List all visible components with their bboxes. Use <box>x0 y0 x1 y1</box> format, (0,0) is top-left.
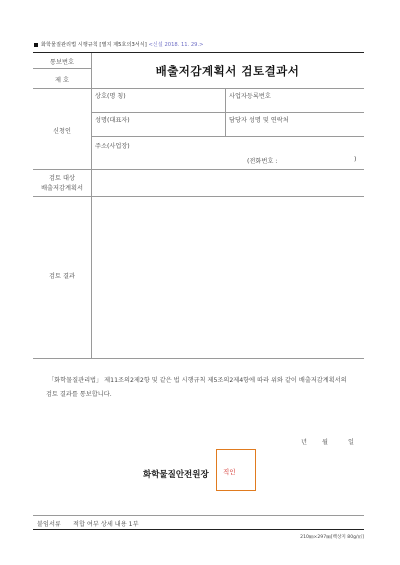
review-result-label: 검토 결과 <box>49 273 75 280</box>
company-name-field[interactable]: 상호(명 칭) <box>95 93 126 100</box>
seal-label: 직인 <box>223 468 236 476</box>
phone-close-paren: ) <box>354 156 357 163</box>
review-target-label: 검토 대상 <box>49 175 75 182</box>
contact-person-field[interactable]: 담당자 성명 및 연락처 <box>229 117 289 124</box>
attachment-label: 붙임서류 <box>37 521 61 528</box>
review-result-form <box>33 52 364 530</box>
paper-size-note: 210㎜×297㎜[백상지 80g/㎡] <box>300 535 364 540</box>
notice-number-label: 통보번호 <box>50 59 74 66</box>
notification-statement: 「화학물질관리법」 제11조의2제2항 및 같은 법 시행규칙 제5조의2제4항에 따라 위와 같이 배출저감계획서의 검토 결과를 통보합니다. <box>46 377 347 398</box>
divider <box>33 68 91 69</box>
receipt-number-label: 제 호 <box>55 77 69 84</box>
phone-label: (전화번호 : <box>247 158 278 165</box>
form-title: 배출저감계획서 검토결과서 <box>155 64 300 78</box>
divider <box>33 358 364 359</box>
divider <box>33 515 364 516</box>
divider <box>225 88 226 136</box>
divider <box>33 88 364 89</box>
representative-field[interactable]: 성명(대표자) <box>95 117 130 124</box>
revision-note: <신설 2018. 11. 29.> <box>148 42 204 48</box>
divider <box>91 136 364 137</box>
form-header <box>34 41 203 48</box>
address-field[interactable]: 주소(사업장) <box>95 143 130 150</box>
applicant-label: 신청인 <box>53 128 71 135</box>
date-month: 월 <box>322 439 328 446</box>
divider <box>33 196 364 197</box>
divider <box>91 112 364 113</box>
regulation-reference: 화학물질관리법 시행규칙 [별지 제5호의3서식] <box>41 42 147 48</box>
divider <box>33 169 364 170</box>
attachment-value: 적합 여부 상세 내용 1부 <box>73 521 139 528</box>
date-day: 일 <box>348 439 354 446</box>
bullet-square-icon <box>34 43 38 47</box>
business-registration-field[interactable]: 사업자등록번호 <box>229 93 271 100</box>
date-year: 년 <box>301 439 307 446</box>
review-target-label-2: 배출저감계획서 <box>41 185 83 192</box>
divider <box>91 53 92 358</box>
signer-name: 화학물질안전원장 <box>143 470 209 480</box>
official-seal-box <box>216 449 256 491</box>
